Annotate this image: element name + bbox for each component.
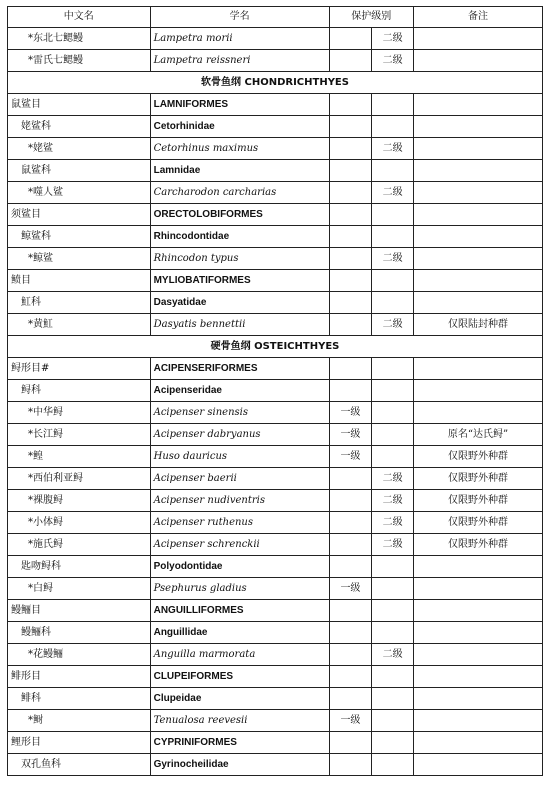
chinese-name-cell: *小体鲟 [8,512,151,534]
scientific-name-cell: ORECTOLOBIFORMES [150,204,329,226]
chinese-name-cell: *姥鲨 [8,138,151,160]
level-two-cell [372,358,414,380]
level-one-cell [329,600,372,622]
note-cell: 仅限野外种群 [413,446,542,468]
chinese-name-cell: 鲱形目 [8,666,151,688]
chinese-name-cell: 鳗鲡目 [8,600,151,622]
chinese-name-cell: 鲸鲨科 [8,226,151,248]
chinese-name-cell: *裸腹鲟 [8,490,151,512]
chinese-name-cell: *鲥 [8,710,151,732]
species-row [8,578,543,600]
header-row [8,7,543,28]
chinese-name-cell: *东北七鳃鳗 [8,28,151,50]
note-cell [413,358,542,380]
family-row [8,380,543,402]
level-two-cell: 二级 [372,314,414,336]
chinese-name-cell: *西伯利亚鲟 [8,468,151,490]
level-two-cell: 二级 [372,468,414,490]
species-row [8,644,543,666]
note-cell [413,182,542,204]
scientific-name-cell: Acipenser sinensis [150,402,329,424]
family-row [8,688,543,710]
level-two-cell: 二级 [372,28,414,50]
level-one-cell [329,622,372,644]
scientific-name-cell: ANGUILLIFORMES [150,600,329,622]
level-two-cell: 二级 [372,50,414,72]
level-one-cell [329,160,372,182]
note-cell [413,402,542,424]
species-row [8,512,543,534]
level-two-cell [372,622,414,644]
note-cell [413,226,542,248]
species-row [8,402,543,424]
order-row [8,94,543,116]
level-one-cell [329,50,372,72]
level-two-cell: 二级 [372,512,414,534]
chinese-name-cell: 双孔鱼科 [8,754,151,776]
scientific-name-cell: CLUPEIFORMES [150,666,329,688]
chinese-name-cell: 鲤形目 [8,732,151,754]
order-row [8,358,543,380]
level-two-cell [372,204,414,226]
order-row [8,666,543,688]
table-body [8,28,543,776]
species-row [8,468,543,490]
scientific-name-cell: Lampetra morii [150,28,329,50]
chinese-name-cell: 鼠鲨科 [8,160,151,182]
level-one-cell [329,534,372,556]
note-cell [413,116,542,138]
level-two-cell [372,578,414,600]
level-one-cell [329,204,372,226]
level-two-cell [372,666,414,688]
level-two-cell [372,94,414,116]
scientific-name-cell: Anguillidae [150,622,329,644]
species-row [8,182,543,204]
note-cell [413,754,542,776]
header-scientific-name: 学名 [150,7,329,28]
chinese-name-cell: 匙吻鲟科 [8,556,151,578]
chinese-name-cell: 魟科 [8,292,151,314]
scientific-name-cell: Acipenser baerii [150,468,329,490]
level-two-cell [372,710,414,732]
level-one-cell [329,556,372,578]
order-row [8,600,543,622]
chinese-name-cell: 鳗鲡科 [8,622,151,644]
chinese-name-cell: *鲸鲨 [8,248,151,270]
scientific-name-cell: Acipenser nudiventris [150,490,329,512]
level-two-cell [372,270,414,292]
family-row [8,292,543,314]
scientific-name-cell: CYPRINIFORMES [150,732,329,754]
chinese-name-cell: 姥鲨科 [8,116,151,138]
species-row [8,534,543,556]
level-one-cell [329,666,372,688]
scientific-name-cell: Dasyatis bennettii [150,314,329,336]
level-one-cell [329,314,372,336]
species-row [8,28,543,50]
level-two-cell [372,688,414,710]
chinese-name-cell: *长江鲟 [8,424,151,446]
chinese-name-cell: *黄魟 [8,314,151,336]
scientific-name-cell: Acipenser ruthenus [150,512,329,534]
level-one-cell [329,292,372,314]
chinese-name-cell: *噬人鲨 [8,182,151,204]
header-notes: 备注 [413,7,542,28]
level-two-cell [372,116,414,138]
note-cell [413,204,542,226]
note-cell [413,160,542,182]
note-cell [413,94,542,116]
order-row [8,270,543,292]
scientific-name-cell: Cetorhinus maximus [150,138,329,160]
order-row [8,204,543,226]
level-one-cell [329,226,372,248]
chinese-name-cell: *花鳗鲡 [8,644,151,666]
scientific-name-cell: Acipenser dabryanus [150,424,329,446]
note-cell: 仅限野外种群 [413,468,542,490]
level-one-cell [329,688,372,710]
species-row [8,710,543,732]
level-one-cell [329,28,372,50]
note-cell [413,710,542,732]
note-cell [413,138,542,160]
class-heading: 软骨鱼纲 CHONDRICHTHYES [8,72,543,94]
scientific-name-cell: Acipenseridae [150,380,329,402]
order-row [8,732,543,754]
note-cell: 仅限陆封种群 [413,314,542,336]
family-row [8,556,543,578]
scientific-name-cell: Carcharodon carcharias [150,182,329,204]
note-cell [413,622,542,644]
note-cell: 仅限野外种群 [413,512,542,534]
note-cell [413,578,542,600]
level-two-cell [372,754,414,776]
note-cell [413,380,542,402]
level-two-cell [372,556,414,578]
family-row [8,116,543,138]
level-one-cell [329,116,372,138]
chinese-name-cell: *中华鲟 [8,402,151,424]
species-table-page [7,6,543,776]
species-row [8,490,543,512]
scientific-name-cell: ACIPENSERIFORMES [150,358,329,380]
level-one-cell [329,94,372,116]
level-two-cell [372,424,414,446]
chinese-name-cell: 鼠鲨目 [8,94,151,116]
species-row [8,50,543,72]
scientific-name-cell: Rhincodontidae [150,226,329,248]
scientific-name-cell: Lampetra reissneri [150,50,329,72]
level-two-cell [372,292,414,314]
class-heading-row [8,336,543,358]
note-cell [413,666,542,688]
level-one-cell [329,358,372,380]
protected-species-table [7,6,543,776]
level-one-cell [329,248,372,270]
level-two-cell [372,600,414,622]
level-one-cell: 一级 [329,578,372,600]
level-one-cell [329,270,372,292]
species-row [8,248,543,270]
note-cell [413,600,542,622]
level-two-cell [372,380,414,402]
level-two-cell [372,446,414,468]
note-cell [413,270,542,292]
level-two-cell [372,732,414,754]
family-row [8,622,543,644]
level-one-cell: 一级 [329,402,372,424]
chinese-name-cell: *白鲟 [8,578,151,600]
species-row [8,138,543,160]
level-one-cell [329,754,372,776]
note-cell [413,556,542,578]
note-cell [413,732,542,754]
level-two-cell: 二级 [372,182,414,204]
level-two-cell [372,402,414,424]
scientific-name-cell: Polyodontidae [150,556,329,578]
species-row [8,314,543,336]
chinese-name-cell: 鲟科 [8,380,151,402]
scientific-name-cell: Huso dauricus [150,446,329,468]
chinese-name-cell: *雷氏七鳃鳗 [8,50,151,72]
header-protection-level: 保护级别 [329,7,413,28]
scientific-name-cell: Anguilla marmorata [150,644,329,666]
chinese-name-cell: *施氏鲟 [8,534,151,556]
class-heading-row [8,72,543,94]
level-one-cell [329,512,372,534]
level-one-cell [329,732,372,754]
level-one-cell: 一级 [329,424,372,446]
scientific-name-cell: Lamnidae [150,160,329,182]
level-two-cell: 二级 [372,534,414,556]
scientific-name-cell: Clupeidae [150,688,329,710]
family-row [8,226,543,248]
level-two-cell: 二级 [372,138,414,160]
chinese-name-cell: 鲼目 [8,270,151,292]
scientific-name-cell: Rhincodon typus [150,248,329,270]
level-two-cell [372,160,414,182]
level-one-cell: 一级 [329,446,372,468]
species-row [8,446,543,468]
level-two-cell: 二级 [372,248,414,270]
note-cell: 原名“达氏鲟” [413,424,542,446]
level-two-cell: 二级 [372,644,414,666]
note-cell [413,248,542,270]
level-one-cell [329,138,372,160]
chinese-name-cell: 鲟形目# [8,358,151,380]
level-one-cell [329,380,372,402]
chinese-name-cell: 鲱科 [8,688,151,710]
note-cell [413,688,542,710]
class-heading: 硬骨鱼纲 OSTEICHTHYES [8,336,543,358]
level-two-cell [372,226,414,248]
scientific-name-cell: Gyrinocheilidae [150,754,329,776]
family-row [8,754,543,776]
note-cell [413,28,542,50]
note-cell: 仅限野外种群 [413,534,542,556]
scientific-name-cell: Dasyatidae [150,292,329,314]
scientific-name-cell: LAMNIFORMES [150,94,329,116]
scientific-name-cell: Tenualosa reevesii [150,710,329,732]
scientific-name-cell: Psephurus gladius [150,578,329,600]
note-cell [413,644,542,666]
chinese-name-cell: 须鲨目 [8,204,151,226]
level-one-cell [329,490,372,512]
scientific-name-cell: Acipenser schrenckii [150,534,329,556]
level-two-cell: 二级 [372,490,414,512]
level-one-cell [329,182,372,204]
note-cell [413,50,542,72]
species-row [8,424,543,446]
note-cell: 仅限野外种群 [413,490,542,512]
level-one-cell [329,468,372,490]
note-cell [413,292,542,314]
level-one-cell [329,644,372,666]
header-chinese-name: 中文名 [8,7,151,28]
family-row [8,160,543,182]
level-one-cell: 一级 [329,710,372,732]
scientific-name-cell: MYLIOBATIFORMES [150,270,329,292]
chinese-name-cell: *鳇 [8,446,151,468]
scientific-name-cell: Cetorhinidae [150,116,329,138]
